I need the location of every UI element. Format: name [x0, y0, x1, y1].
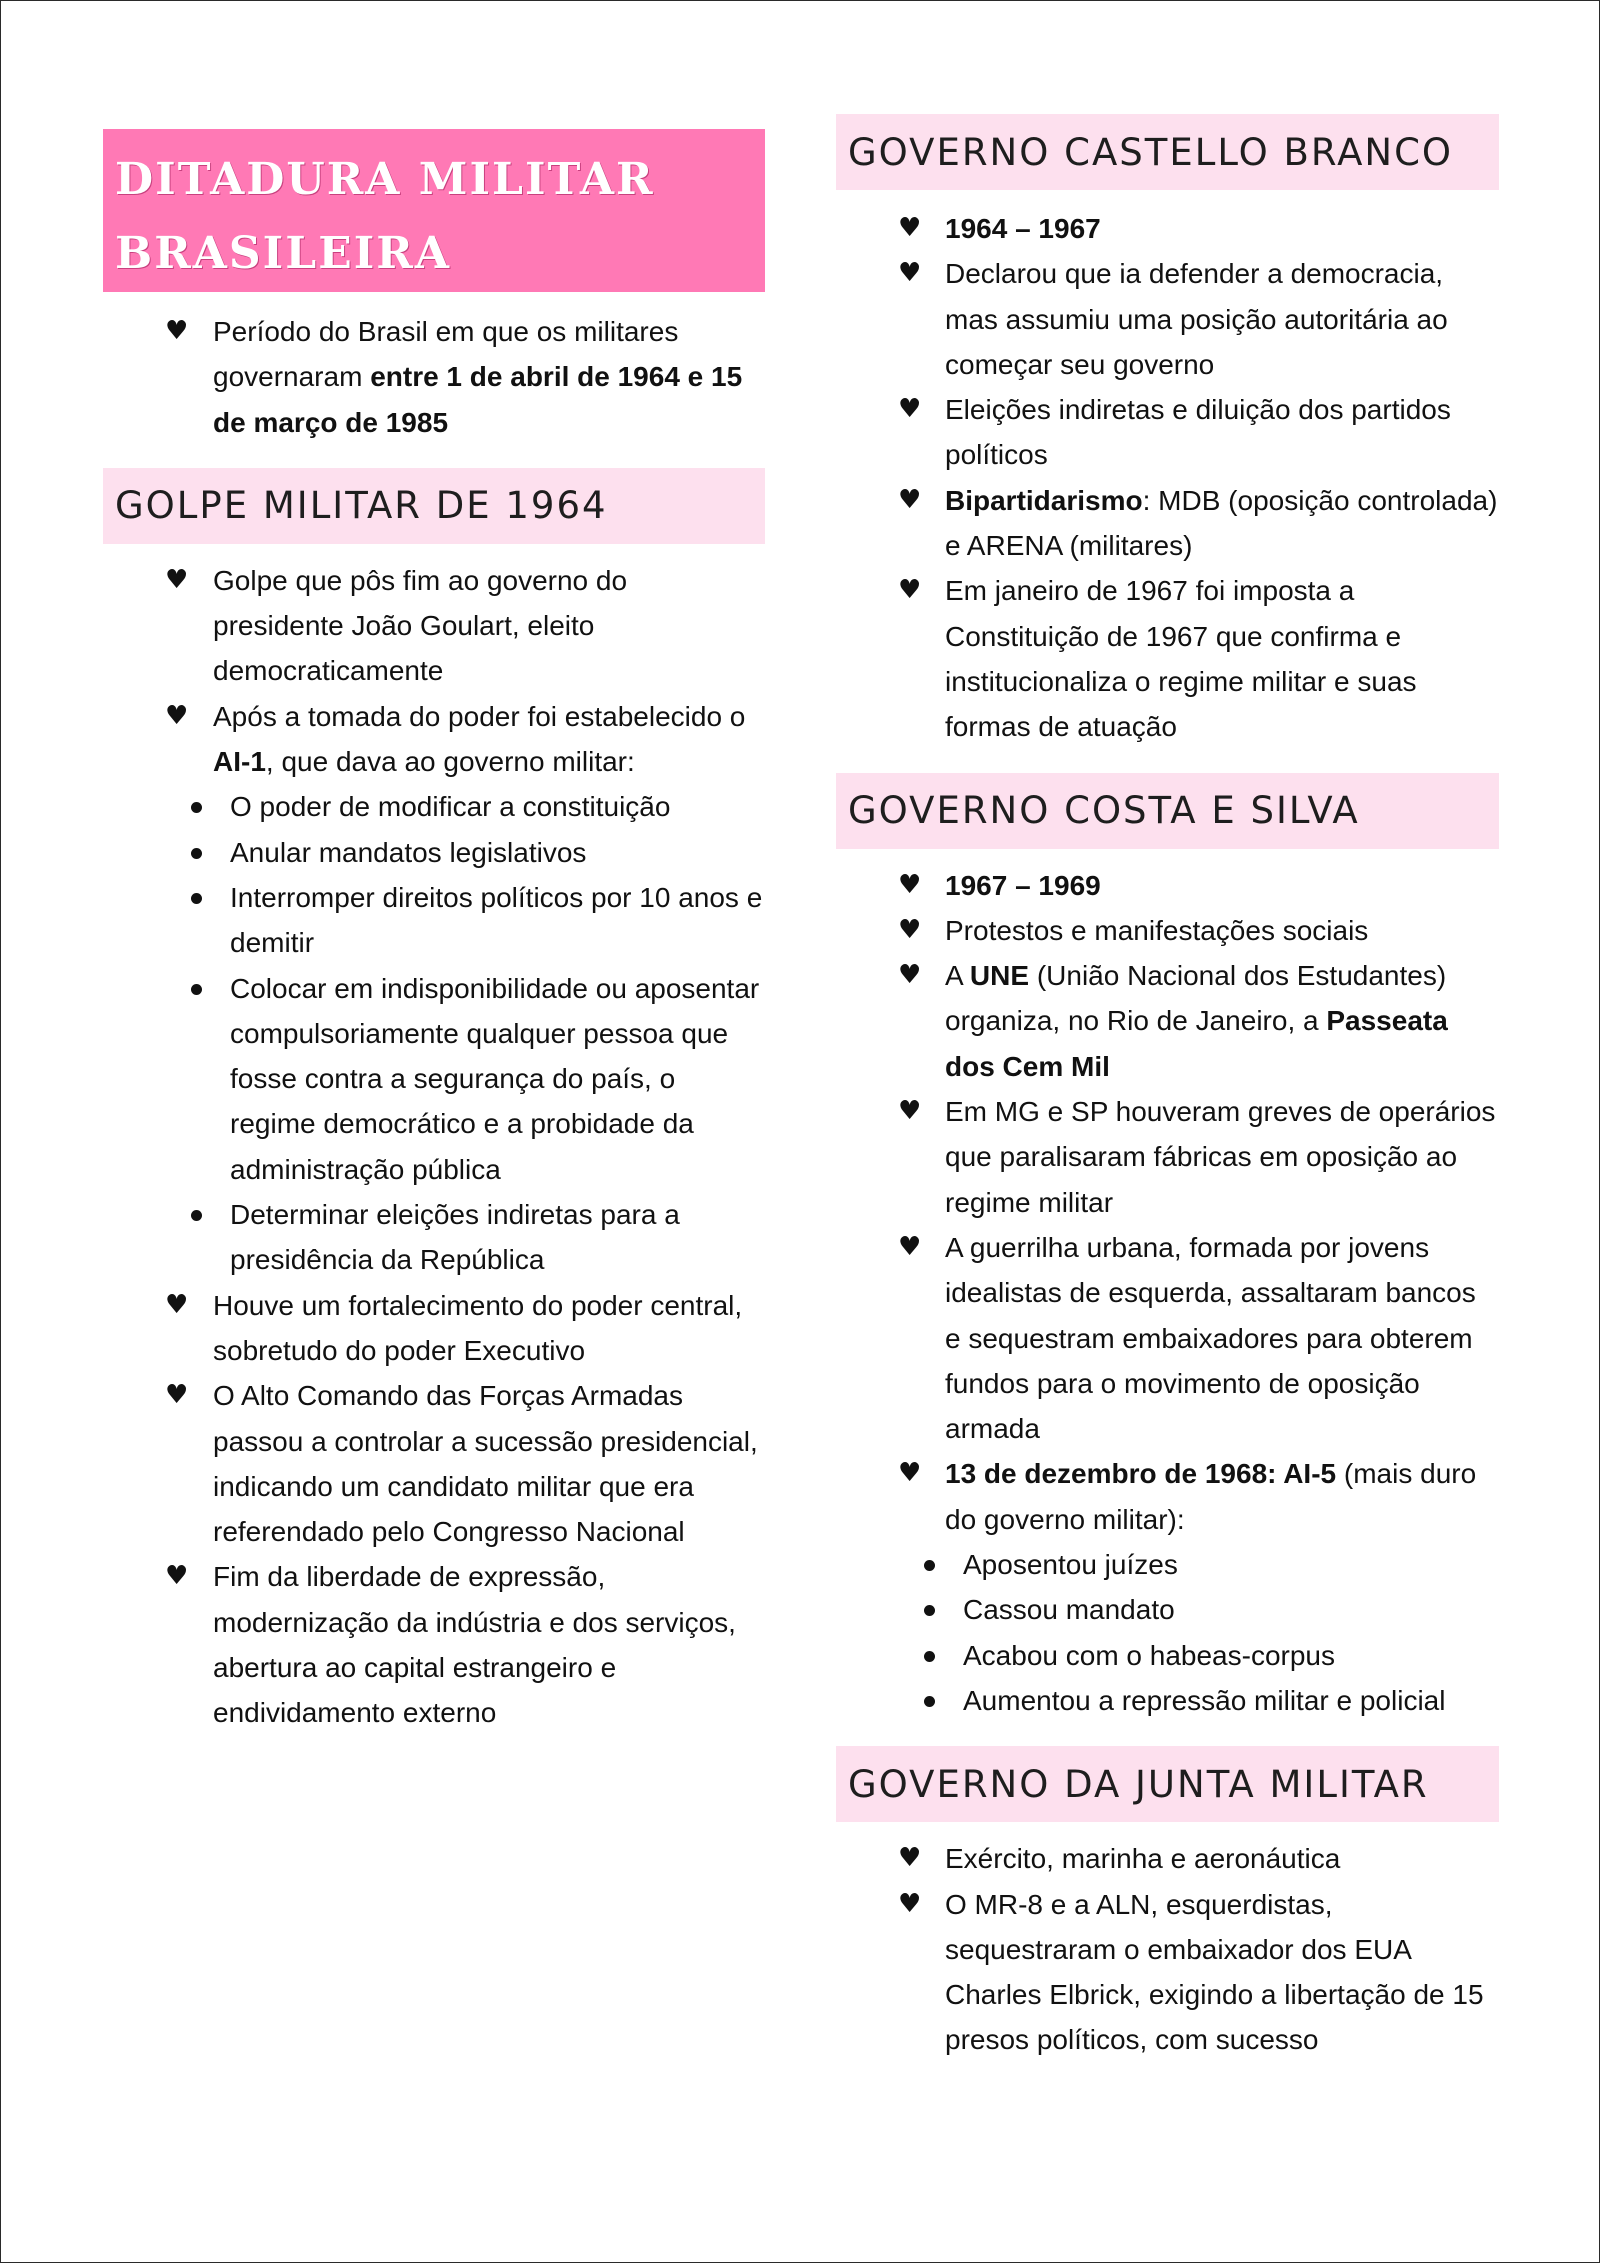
bullet-dot-icon: [191, 802, 202, 813]
right-column: [836, 1, 1499, 2063]
sub-list-item: [103, 784, 765, 829]
list-item-text: Houve um fortalecimento do poder central, sobretudo do poder Executivo: [213, 1289, 743, 1366]
list-item: [836, 1882, 1499, 2063]
list-item: [103, 309, 765, 445]
heart-bullet-icon: ♥: [898, 575, 922, 606]
sub-item-text: Acabou com o habeas-corpus: [963, 1639, 1335, 1671]
heart-bullet-icon: ♥: [165, 1380, 189, 1411]
section-title: GOLPE MILITAR DE 1964: [115, 484, 608, 528]
list-item-text: Em MG e SP houveram greves de operários que paralisaram fábricas em oposição ao regime militar: [945, 1096, 1496, 1218]
heart-bullet-icon: ♥: [898, 1458, 922, 1489]
heart-bullet-icon: ♥: [898, 1888, 922, 1919]
list-item-text: A guerrilha urbana, formada por jovens idealistas de esquerda, assaltaram bancos e sequestram embaixadores para obterem fundos para o movimento de oposição armada: [945, 1231, 1476, 1445]
list-item: [836, 1836, 1499, 1881]
costa-list: [836, 863, 1499, 1724]
sub-item-text: Aposentou juízes: [963, 1549, 1178, 1581]
section-title: GOVERNO CASTELLO BRANCO: [848, 130, 1454, 174]
list-item-text: Declarou que ia defender a democracia, mas assumiu uma posição autoritária ao começar seu governo: [945, 258, 1448, 380]
heart-bullet-icon: ♥: [165, 1289, 189, 1320]
list-item: [836, 387, 1499, 478]
list-item: [103, 1373, 765, 1554]
list-item: [836, 1451, 1499, 1542]
heart-bullet-icon: ♥: [898, 914, 922, 945]
ai1-label: AI-1: [213, 746, 266, 778]
heart-bullet-icon: ♥: [898, 394, 922, 425]
heart-bullet-icon: ♥: [898, 1231, 922, 1262]
sub-list-item: [836, 1633, 1499, 1678]
section-heading-golpe: [103, 468, 765, 544]
list-item-text: , que dava ao governo militar:: [265, 746, 635, 778]
list-item-text: : MDB (oposição controlada) e ARENA (militares): [945, 484, 1498, 562]
title-line-1: DITADURA MILITAR: [115, 154, 655, 205]
sub-item-text: Cassou mandato: [963, 1594, 1175, 1626]
period-label: 1964 – 1967: [945, 213, 1101, 244]
une-label: UNE: [969, 960, 1030, 992]
list-item-text: Golpe que pôs fim ao governo do presidente João Goulart, eleito democraticamente: [213, 564, 628, 687]
period-label: 1967 – 1969: [945, 869, 1101, 901]
ai5-label: 13 de dezembro de 1968: AI-5: [945, 1458, 1337, 1490]
intro-list: [103, 309, 765, 445]
sub-list-item: [103, 875, 765, 966]
heart-bullet-icon: ♥: [898, 213, 922, 243]
intro-dates: entre 1 de abril de 1964 e 15 de março de 1985: [213, 361, 743, 438]
passeata-label: Passeata dos Cem Mil: [945, 1005, 1448, 1082]
sub-item-text: Colocar em indisponibilidade ou aposentar compulsoriamente qualquer pessoa que fosse contra a segurança do país, o regime democrático e a probidade da administração pública: [230, 972, 760, 1185]
sub-list-item: [836, 1587, 1499, 1632]
list-item: [836, 568, 1499, 749]
list-item-text: Após a tomada do poder foi estabelecido o: [213, 700, 746, 732]
bipartidarismo-label: Bipartidarismo: [945, 484, 1143, 516]
sub-list-item: [836, 1542, 1499, 1587]
list-item-text: Protestos e manifestações sociais: [945, 914, 1369, 946]
section-title: GOVERNO DA JUNTA MILITAR: [848, 1762, 1429, 1806]
bullet-dot-icon: [191, 893, 202, 904]
list-item-text: Em janeiro de 1967 foi imposta a Constituição de 1967 que confirma e institucionaliza o regime militar e suas formas de atuação: [945, 575, 1417, 743]
list-item: [103, 1554, 765, 1735]
sub-item-text: Interromper direitos políticos por 10 anos e demitir: [230, 881, 763, 959]
heart-bullet-icon: ♥: [165, 1561, 189, 1592]
bullet-dot-icon: [924, 1651, 935, 1662]
heart-bullet-icon: ♥: [165, 700, 189, 731]
list-item: [103, 1283, 765, 1374]
castello-list: [836, 206, 1499, 750]
list-item-text: Exército, marinha e aeronáutica: [945, 1843, 1341, 1875]
golpe-list: [103, 558, 765, 1736]
section-title: GOVERNO COSTA E SILVA: [848, 789, 1360, 833]
left-column: [103, 1, 765, 1736]
title-banner: [103, 129, 765, 292]
list-item-text: (mais duro do governo militar):: [945, 1458, 1477, 1535]
list-item: [836, 478, 1499, 569]
document-title: [115, 143, 753, 291]
sub-list-item: [103, 966, 765, 1192]
section-heading-castello: [836, 114, 1499, 190]
sub-list-item: [103, 830, 765, 875]
list-item: [103, 694, 765, 785]
sub-list-container: [103, 784, 765, 1282]
sub-item-text: O poder de modificar a constituição: [230, 791, 671, 823]
ai5-measures-list: [836, 1542, 1499, 1723]
junta-list: [836, 1836, 1499, 2062]
heart-bullet-icon: ♥: [898, 869, 922, 900]
list-item-text: Eleições indiretas e diluição dos partidos políticos: [945, 394, 1451, 471]
list-item: [836, 251, 1499, 387]
section-heading-junta: [836, 1746, 1499, 1822]
intro-text: Período do Brasil em que os militares governaram: [213, 316, 679, 393]
list-item-text: Fim da liberdade de expressão, modernização da indústria e dos serviços, abertura ao capital estrangeiro e endividamento externo: [213, 1561, 736, 1729]
list-item: [836, 908, 1499, 953]
list-item-text: (União Nacional dos Estudantes) organiza, no Rio de Janeiro, a: [945, 960, 1447, 1037]
sub-list-item: [103, 1192, 765, 1283]
title-line-2: BRASILEIRA: [115, 228, 452, 279]
list-item: [836, 206, 1499, 251]
sub-item-text: Anular mandatos legislativos: [230, 836, 587, 868]
heart-bullet-icon: ♥: [898, 1096, 922, 1127]
list-item: [836, 1225, 1499, 1451]
bullet-dot-icon: [924, 1696, 935, 1707]
list-item-text: A: [945, 960, 970, 992]
sub-list-container: [836, 1542, 1499, 1723]
heart-bullet-icon: ♥: [165, 316, 189, 346]
list-item: [103, 558, 765, 694]
bullet-dot-icon: [191, 1210, 202, 1221]
sub-item-text: Aumentou a repressão militar e policial: [963, 1684, 1446, 1716]
list-item: [836, 953, 1499, 1089]
bullet-dot-icon: [191, 848, 202, 859]
heart-bullet-icon: ♥: [898, 1843, 922, 1874]
list-item-text: O MR-8 e a ALN, esquerdistas, sequestraram o embaixador dos EUA Charles Elbrick, exigindo a libertação de 15 presos políticos, com sucesso: [945, 1888, 1484, 2056]
heart-bullet-icon: ♥: [898, 258, 922, 289]
heart-bullet-icon: ♥: [898, 960, 922, 991]
section-heading-costa: [836, 773, 1499, 849]
sub-list-item: [836, 1678, 1499, 1723]
bullet-dot-icon: [924, 1560, 935, 1571]
bullet-dot-icon: [191, 984, 202, 995]
list-item: [836, 1089, 1499, 1225]
list-item: [836, 863, 1499, 908]
sub-item-text: Determinar eleições indiretas para a presidência da República: [230, 1199, 680, 1276]
heart-bullet-icon: ♥: [898, 484, 922, 515]
bullet-dot-icon: [924, 1605, 935, 1616]
heart-bullet-icon: ♥: [165, 564, 189, 595]
list-item-text: O Alto Comando das Forças Armadas passou a controlar a sucessão presidencial, indicando um candidato militar que era referendado pelo Congresso Nacional: [213, 1380, 758, 1548]
ai1-powers-list: [103, 784, 765, 1282]
